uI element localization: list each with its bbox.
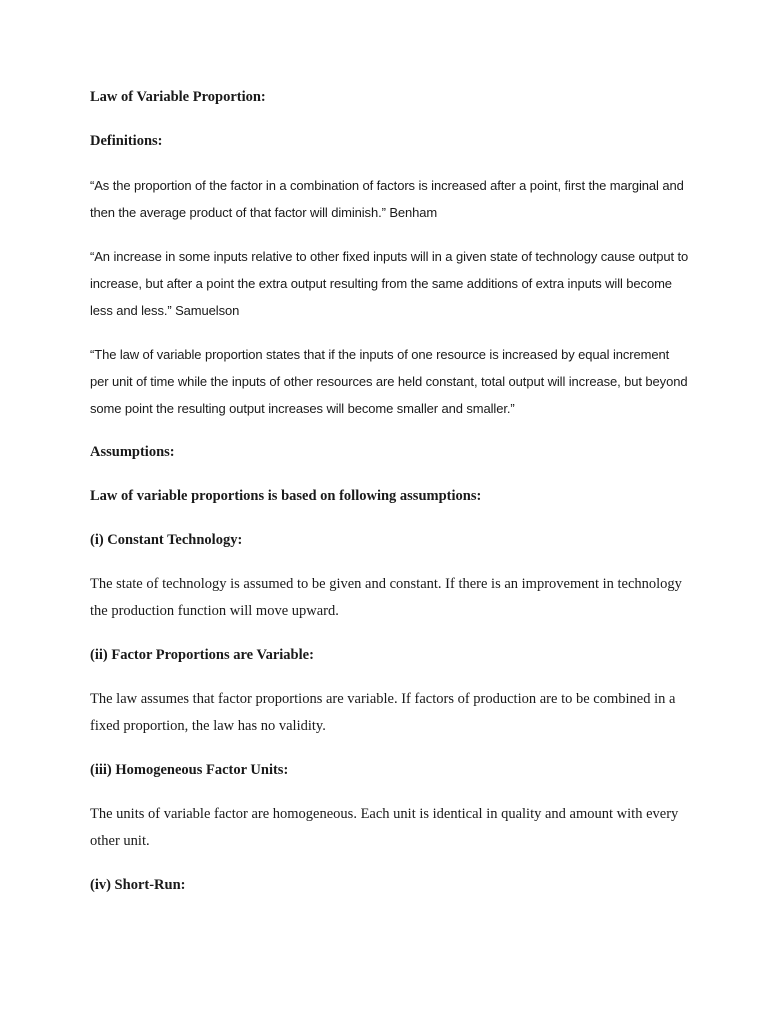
document-title: Law of Variable Proportion: [90,89,266,105]
assumption-heading-homogeneous-units: (iii) Homogeneous Factor Units: [90,762,289,778]
assumptions-heading: Assumptions: [90,444,175,460]
assumption-heading-short-run: (iv) Short-Run: [90,877,186,893]
definition-law: “The law of variable proportion states that if the inputs of one resource is increased by equal increment per unit of time while the inputs of other resources are held constant, total output will increase, but beyond some point the resulting output increases will become smaller and smaller.” [90,347,688,416]
definition-benham: “As the proportion of the factor in a combination of factors is increased after a point, first the marginal and then the average product of that factor will diminish.” Benham [90,178,684,220]
assumptions-intro: Law of variable proportions is based on following assumptions: [90,488,482,504]
definitions-heading: Definitions: [90,133,163,149]
definition-samuelson: “An increase in some inputs relative to other fixed inputs will in a given state of technology cause output to increase, but after a point the extra output resulting from the same additions of extra inputs will become less and less.” Samuelson [90,249,689,318]
assumption-heading-factor-proportions: (ii) Factor Proportions are Variable: [90,647,314,663]
assumption-text-constant-technology: The state of technology is assumed to be given and constant. If there is an improvement in technology the production function will move upward. [90,576,682,619]
assumption-text-homogeneous-units: The units of variable factor are homogeneous. Each unit is identical in quality and amount with every other unit. [90,806,679,849]
document-body [90,84,690,916]
assumption-heading-constant-technology: (i) Constant Technology: [90,532,243,548]
assumption-text-factor-proportions: The law assumes that factor proportions are variable. If factors of production are to be combined in a fixed proportion, the law has no validity. [90,691,676,734]
